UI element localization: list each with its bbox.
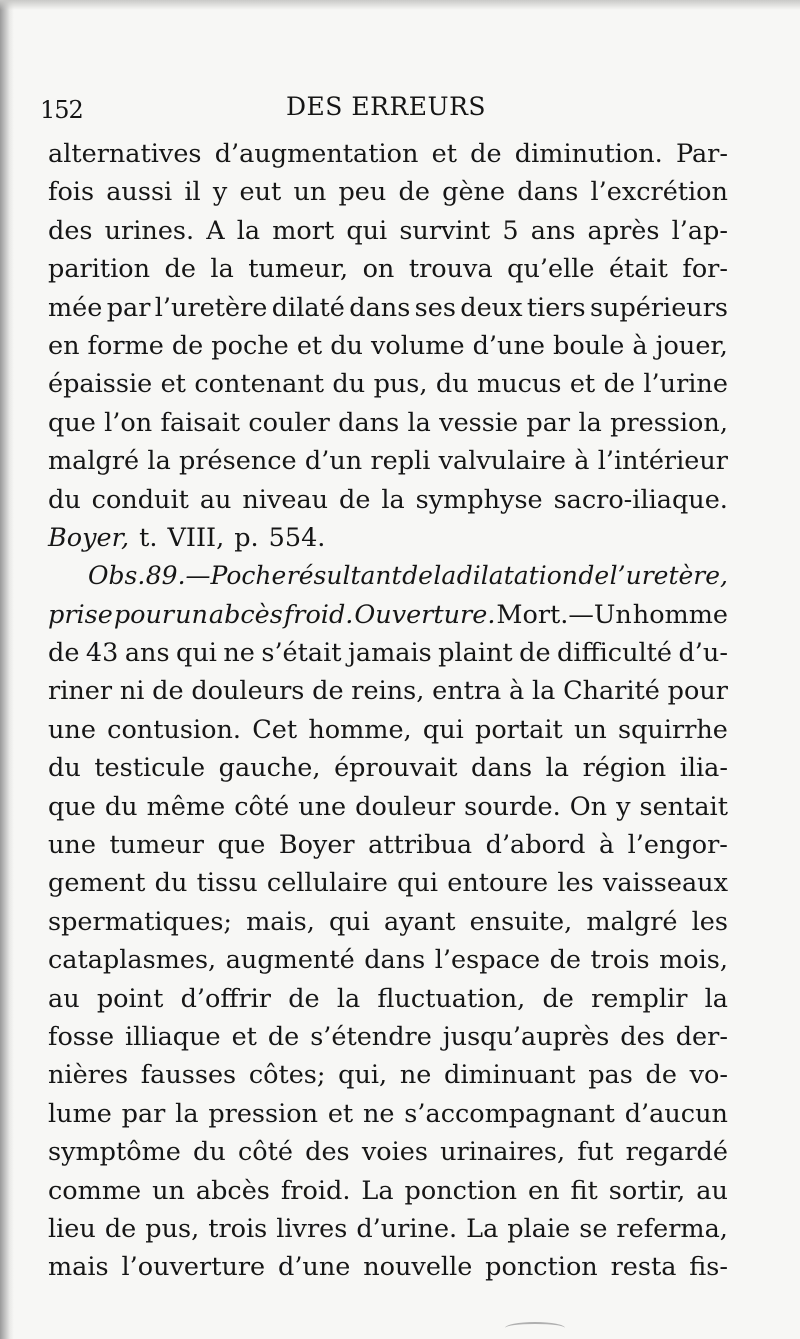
word: ensuite, xyxy=(469,906,573,937)
word: la xyxy=(531,676,556,707)
word: présence xyxy=(179,446,297,477)
word: fis- xyxy=(689,1252,728,1283)
word: malgré xyxy=(586,906,678,937)
word: ans xyxy=(530,215,576,246)
word: comme xyxy=(48,1175,142,1206)
word: 5 xyxy=(502,215,519,246)
word: de xyxy=(312,676,344,707)
text-line xyxy=(48,557,728,595)
word: à xyxy=(632,330,648,361)
word: ni xyxy=(119,676,145,707)
word: A xyxy=(206,215,225,246)
word: nouvelle xyxy=(363,1252,473,1283)
running-head: DES ERREURS xyxy=(286,92,487,121)
text-line xyxy=(48,212,728,250)
word: 43 xyxy=(85,638,119,669)
word: jouer, xyxy=(655,330,728,361)
word: dilaté xyxy=(271,292,345,323)
word: les xyxy=(691,906,728,937)
text-line xyxy=(48,173,728,211)
word: der- xyxy=(675,1021,728,1052)
word: Cet xyxy=(252,714,298,745)
word: un xyxy=(293,177,327,208)
text-line xyxy=(48,941,728,979)
word: s’accompagnant xyxy=(404,1098,615,1129)
word: Obs. xyxy=(88,561,146,591)
word: point xyxy=(96,983,164,1014)
word: côté xyxy=(234,791,290,822)
word: Boyer xyxy=(278,830,355,861)
word: du xyxy=(193,1137,226,1168)
word: survint xyxy=(399,215,491,246)
word: de xyxy=(603,369,635,400)
word: de xyxy=(104,1213,137,1244)
word: et xyxy=(431,139,457,169)
text-line xyxy=(48,903,728,941)
word: ne xyxy=(223,638,255,669)
word: trois xyxy=(590,945,650,976)
word: d’une xyxy=(472,330,545,361)
word: La xyxy=(361,1175,394,1206)
word: et xyxy=(296,330,323,361)
word: de xyxy=(519,638,551,669)
page-binding-shadow xyxy=(0,0,14,1339)
word: d’abord xyxy=(485,830,586,861)
word: l’engor- xyxy=(627,830,728,861)
word: testicule xyxy=(94,753,206,784)
word: qui xyxy=(422,714,464,745)
word: diminuant xyxy=(444,1060,576,1091)
word: des xyxy=(48,215,93,246)
text-line xyxy=(48,634,728,672)
word: du xyxy=(435,369,469,400)
word: forme xyxy=(87,330,164,361)
text-line xyxy=(48,672,728,710)
word: fluctuation, xyxy=(377,983,526,1014)
word: était xyxy=(608,254,668,285)
word: l’excrétion xyxy=(590,177,728,208)
word: l’ouverture xyxy=(121,1252,266,1283)
text-line xyxy=(48,1248,728,1286)
word: une xyxy=(48,830,96,861)
word: parition xyxy=(48,254,151,285)
word: portait xyxy=(475,714,563,745)
word: contenant xyxy=(194,369,325,400)
word: pression xyxy=(208,1098,319,1129)
word: symptôme xyxy=(48,1137,181,1168)
word: difficulté xyxy=(557,638,672,669)
word: côté xyxy=(237,1137,293,1168)
word: ilia- xyxy=(679,753,728,784)
word: trois xyxy=(208,1213,268,1244)
word: qui xyxy=(328,906,370,937)
word: Mort.—Un xyxy=(496,599,632,630)
word: fois xyxy=(48,177,95,208)
word: de xyxy=(578,561,610,591)
word: ponction xyxy=(485,1252,598,1283)
word: l’uretère xyxy=(154,292,268,323)
word: regardé xyxy=(625,1137,728,1168)
word: d’une xyxy=(278,1252,351,1283)
word: dans xyxy=(364,945,426,976)
text-line xyxy=(48,711,728,749)
word: au xyxy=(696,1175,728,1206)
word: y xyxy=(616,791,631,822)
word: Boyer, xyxy=(48,522,130,553)
word: eut xyxy=(239,177,282,208)
word: au xyxy=(48,983,80,1014)
word: diminution. xyxy=(514,139,663,169)
word: la xyxy=(336,983,361,1014)
word: après xyxy=(587,215,660,246)
word: la xyxy=(147,446,171,477)
word: pas xyxy=(588,1060,633,1091)
word: sacro-iliaque. xyxy=(553,484,728,515)
word: il xyxy=(184,177,201,208)
word: d’offrir xyxy=(180,983,271,1014)
word: la xyxy=(433,561,457,591)
word: entra xyxy=(432,676,502,707)
word: du xyxy=(48,484,81,515)
text-line xyxy=(48,749,728,787)
text-line xyxy=(48,135,728,173)
word: de xyxy=(549,945,582,976)
word: La xyxy=(466,1213,499,1244)
word: d’un xyxy=(304,446,363,477)
word: froid. xyxy=(280,1175,351,1206)
word: l’intérieur xyxy=(597,446,728,477)
word: couler xyxy=(248,407,330,438)
word: for- xyxy=(682,254,728,285)
word: gement xyxy=(48,868,146,899)
word: symphyse xyxy=(415,484,543,515)
body-text xyxy=(48,135,728,1287)
word: une xyxy=(48,714,96,745)
word: et xyxy=(160,369,186,400)
word: mort xyxy=(272,215,335,246)
word: dans xyxy=(471,753,533,784)
word: du xyxy=(104,791,138,822)
word: que xyxy=(48,407,96,438)
text-line xyxy=(48,1018,728,1056)
word: l’espace xyxy=(434,945,541,976)
word: VIII, xyxy=(167,522,225,553)
word: qui xyxy=(346,215,388,246)
word: valvulaire xyxy=(438,446,567,477)
word: entoure xyxy=(447,868,549,899)
word: à xyxy=(509,676,525,707)
page-number: 152 xyxy=(40,96,83,124)
word: faisait xyxy=(160,407,241,438)
word: gène xyxy=(442,177,506,208)
word: un xyxy=(152,1175,185,1206)
word: sortir, xyxy=(608,1175,686,1206)
word: de xyxy=(398,177,430,208)
word: la xyxy=(210,254,234,285)
word: supérieurs xyxy=(589,292,728,323)
word: boule xyxy=(553,330,625,361)
word: mais, xyxy=(246,906,315,937)
word: pus, xyxy=(145,1213,200,1244)
word: fausses xyxy=(140,1060,237,1091)
word: peu xyxy=(338,177,387,208)
word: on xyxy=(362,254,395,285)
text-line xyxy=(48,327,728,365)
word: abcès xyxy=(195,1175,270,1206)
word: de xyxy=(402,561,433,591)
word: spermatiques; xyxy=(48,906,232,937)
word: la xyxy=(545,753,570,784)
word: les xyxy=(557,868,594,899)
text-line xyxy=(48,1095,728,1133)
word: d’u- xyxy=(678,638,728,669)
word: mois, xyxy=(659,945,728,976)
word: contusion. xyxy=(107,714,242,745)
word: remplir xyxy=(591,983,688,1014)
word: du xyxy=(330,330,363,361)
word: ponction xyxy=(404,1175,518,1206)
word: alternatives xyxy=(48,139,202,169)
word: jamais xyxy=(347,638,432,669)
word: de xyxy=(542,983,574,1014)
word: ses xyxy=(414,292,456,323)
word: côtes; xyxy=(248,1060,326,1091)
word: et xyxy=(231,1021,257,1052)
word: lume xyxy=(48,1098,112,1129)
word: mais xyxy=(48,1252,109,1283)
word: cellulaire xyxy=(266,868,388,899)
word: de xyxy=(470,139,502,169)
word: épaissie xyxy=(48,369,153,400)
word: y xyxy=(212,177,228,208)
text-line xyxy=(48,250,728,288)
text-line xyxy=(48,365,728,403)
word: malgré xyxy=(48,446,140,477)
word: douleurs xyxy=(191,676,305,707)
word: par xyxy=(121,1098,166,1129)
word: reins, xyxy=(351,676,425,707)
word: Par- xyxy=(675,139,728,169)
word: un xyxy=(175,599,208,630)
word: ans xyxy=(124,638,170,669)
text-line xyxy=(48,1210,728,1248)
word: qui xyxy=(397,868,438,899)
text-line xyxy=(48,1056,728,1094)
word: Charité xyxy=(563,676,660,707)
word: en xyxy=(528,1175,560,1206)
word: sourde. xyxy=(464,791,561,822)
word: à xyxy=(574,446,590,477)
word: vaisseaux xyxy=(602,868,728,899)
word: s’étendre xyxy=(310,1021,432,1052)
word: Ouverture. xyxy=(354,599,496,630)
word: homme, xyxy=(308,714,412,745)
word: aussi xyxy=(106,177,173,208)
word: de xyxy=(171,330,204,361)
word: tumeur, xyxy=(248,254,349,285)
word: dans xyxy=(349,292,411,323)
text-line xyxy=(48,980,728,1018)
word: de xyxy=(152,676,184,707)
word: la xyxy=(175,1098,199,1129)
word: mucus xyxy=(477,369,562,400)
text-line xyxy=(48,864,728,902)
text-line xyxy=(48,519,728,557)
word: d’urine. xyxy=(356,1213,458,1244)
word: plaie xyxy=(507,1213,571,1244)
word: gauche, xyxy=(218,753,321,784)
word: au xyxy=(199,484,232,515)
word: douleur xyxy=(355,791,456,822)
word: 554. xyxy=(268,522,326,553)
word: de xyxy=(645,1060,677,1091)
word: cataplasmes, xyxy=(48,945,217,976)
word: de xyxy=(164,254,196,285)
word: p. xyxy=(234,522,259,553)
word: 89.—Poche xyxy=(145,561,287,591)
word: tissu xyxy=(196,868,258,899)
word: que xyxy=(217,830,266,861)
word: vo- xyxy=(689,1060,728,1091)
word: même xyxy=(146,791,226,822)
word: homme xyxy=(632,599,728,630)
word: ayant xyxy=(384,906,456,937)
word: d’augmentation xyxy=(214,139,419,169)
word: de xyxy=(288,983,320,1014)
word: sentait xyxy=(639,791,728,822)
word: referma, xyxy=(616,1213,728,1244)
text-line xyxy=(48,481,728,519)
word: jusqu’auprès xyxy=(442,1021,610,1052)
word: dilatation xyxy=(456,561,578,591)
word: qui, xyxy=(338,1060,388,1091)
word: du xyxy=(332,369,366,400)
word: mée xyxy=(48,292,103,323)
word: augmenté xyxy=(225,945,355,976)
word: squirrhe xyxy=(618,714,728,745)
word: qu’elle xyxy=(507,254,595,285)
word: urinaires, xyxy=(440,1137,566,1168)
word: résultant xyxy=(286,561,402,591)
word: attribua xyxy=(368,830,473,861)
word: la xyxy=(407,407,431,438)
text-line xyxy=(48,1133,728,1171)
word: pression, xyxy=(610,407,728,438)
word: un xyxy=(573,714,607,745)
word: tiers xyxy=(526,292,586,323)
word: resta xyxy=(610,1252,677,1283)
word: t. xyxy=(139,522,158,553)
word: l’on xyxy=(104,407,153,438)
word: deux xyxy=(460,292,523,323)
word: pour xyxy=(113,599,175,630)
word: la xyxy=(381,484,405,515)
word: par xyxy=(526,407,571,438)
word: ne xyxy=(362,1098,395,1129)
word: de xyxy=(48,638,80,669)
word: du xyxy=(154,868,188,899)
word: la xyxy=(578,407,602,438)
word: région xyxy=(582,753,667,784)
word: fosse xyxy=(48,1021,115,1052)
word: plaint xyxy=(438,638,513,669)
word: éprouvait xyxy=(334,753,458,784)
word: par xyxy=(106,292,151,323)
word: d’aucun xyxy=(624,1098,728,1129)
word: une xyxy=(298,791,347,822)
word: la xyxy=(236,215,261,246)
word: dans xyxy=(338,407,400,438)
word: du xyxy=(48,753,81,784)
word: des xyxy=(620,1021,665,1052)
text-line xyxy=(48,289,728,327)
word: s’était xyxy=(261,638,342,669)
word: illiaque xyxy=(124,1021,221,1052)
word: livres xyxy=(276,1213,348,1244)
word: prise xyxy=(48,599,113,630)
word: dans xyxy=(517,177,579,208)
word: urines. xyxy=(104,215,195,246)
text-line xyxy=(48,1172,728,1210)
word: volume xyxy=(370,330,465,361)
text-line xyxy=(48,596,728,634)
word: en xyxy=(48,330,80,361)
word: voies xyxy=(361,1137,428,1168)
scan-mark xyxy=(505,1322,565,1334)
word: la xyxy=(704,983,728,1014)
word: qui xyxy=(176,638,217,669)
word: fut xyxy=(577,1137,614,1168)
page-top-shadow xyxy=(0,0,800,10)
word: tumeur xyxy=(109,830,204,861)
word: trouva xyxy=(408,254,493,285)
word: abcès xyxy=(208,599,283,630)
text-line xyxy=(48,404,728,442)
word: de xyxy=(267,1021,300,1052)
word: se xyxy=(579,1213,608,1244)
word: à xyxy=(598,830,615,861)
word: On xyxy=(569,791,608,822)
word: et xyxy=(327,1098,354,1129)
word: l’uretère, xyxy=(609,561,728,591)
word: et xyxy=(569,369,596,400)
word: conduit xyxy=(91,484,189,515)
word: des xyxy=(305,1137,350,1168)
word: lieu xyxy=(48,1213,96,1244)
text-line xyxy=(48,788,728,826)
word: que xyxy=(48,791,96,822)
text-line xyxy=(48,826,728,864)
word: niveau xyxy=(242,484,329,515)
word: nières xyxy=(48,1060,129,1091)
word: froid. xyxy=(283,599,354,630)
text-line xyxy=(48,442,728,480)
word: riner xyxy=(48,676,113,707)
word: vessie xyxy=(439,407,519,438)
word: pus, xyxy=(373,369,428,400)
word: ne xyxy=(399,1060,432,1091)
word: l’urine xyxy=(643,369,728,400)
word: fit xyxy=(570,1175,598,1206)
word: pour xyxy=(667,676,728,707)
word: l’ap- xyxy=(671,215,728,246)
word: repli xyxy=(370,446,431,477)
word: de xyxy=(339,484,371,515)
word: poche xyxy=(211,330,289,361)
page-header xyxy=(40,92,740,132)
